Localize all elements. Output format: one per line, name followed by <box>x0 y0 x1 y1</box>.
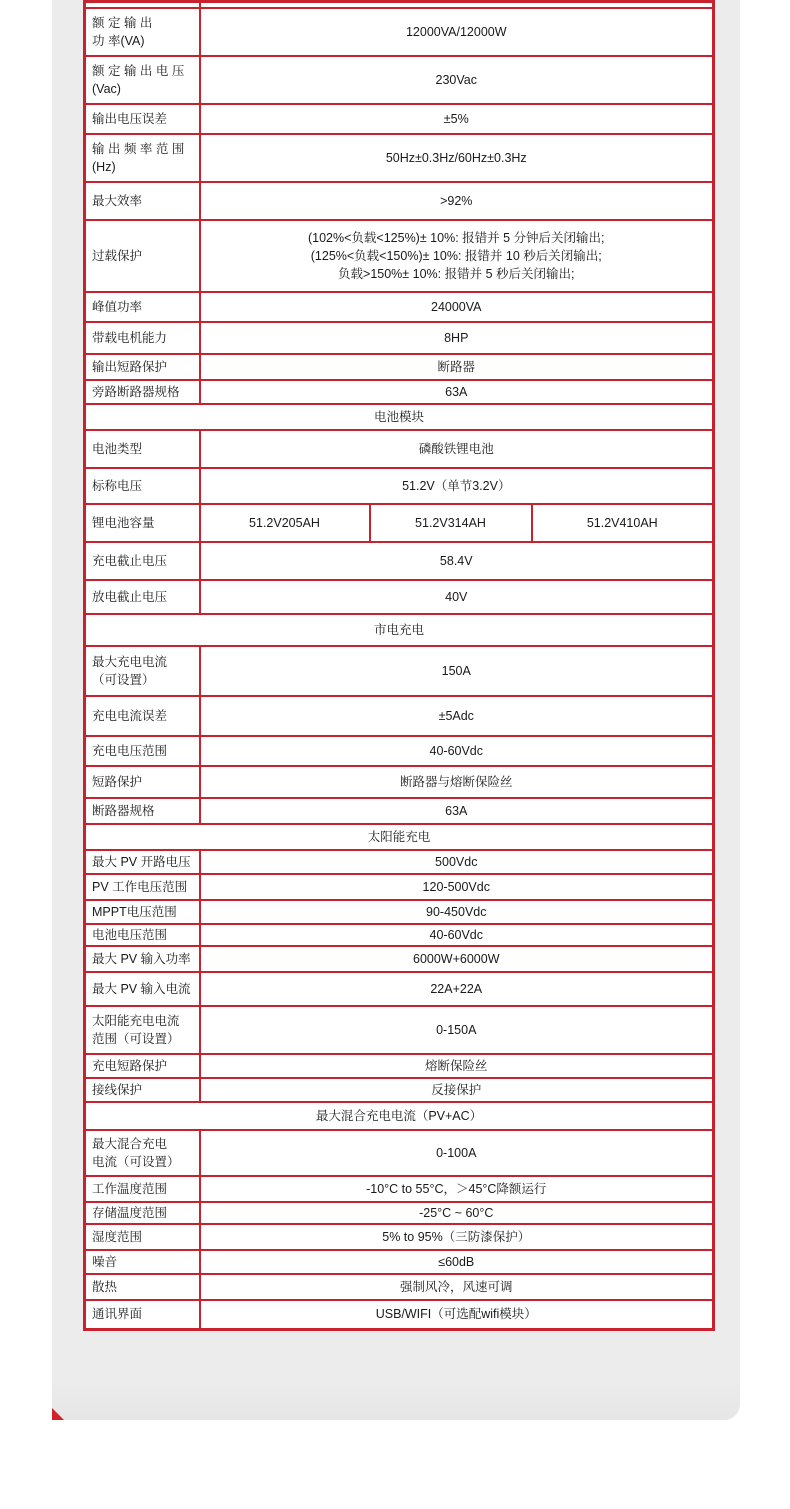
spec-label: MPPT电压范围 <box>85 900 200 924</box>
spec-label: 噪音 <box>85 1250 200 1274</box>
table-row <box>85 1274 714 1300</box>
spec-value: ±5Adc <box>200 696 714 736</box>
table-row <box>85 900 714 924</box>
corner-decoration <box>52 1408 64 1420</box>
spec-label: 最大混合充电 电流（可设置） <box>85 1130 200 1176</box>
table-row <box>85 292 714 322</box>
spec-value: 230Vac <box>200 56 714 104</box>
spec-label: 输 出 频 率 范 围 (Hz) <box>85 134 200 182</box>
spec-table <box>83 0 715 1331</box>
table-row <box>85 874 714 900</box>
table-row <box>85 134 714 182</box>
table-row <box>85 354 714 380</box>
table-row <box>85 696 714 736</box>
spec-label: 输出短路保护 <box>85 354 200 380</box>
table-row <box>85 56 714 104</box>
spec-label: 通讯界面 <box>85 1300 200 1330</box>
spec-label: 标称电压 <box>85 468 200 504</box>
spec-value: 12000VA/12000W <box>200 8 714 56</box>
table-row <box>85 1006 714 1054</box>
spec-label: 放电截止电压 <box>85 580 200 614</box>
spec-value: 51.2V205AH <box>200 504 370 542</box>
table-row <box>85 1054 714 1078</box>
spec-value: 22A+22A <box>200 972 714 1006</box>
spec-label: 过载保护 <box>85 220 200 292</box>
table-row <box>85 1202 714 1224</box>
spec-value: ±5% <box>200 104 714 134</box>
section-title: 电池模块 <box>85 404 714 430</box>
spec-value: 63A <box>200 798 714 824</box>
spec-value: ≤60dB <box>200 1250 714 1274</box>
table-row <box>85 924 714 946</box>
spec-value: 24000VA <box>200 292 714 322</box>
table-row <box>85 1300 714 1330</box>
table-row <box>85 1078 714 1102</box>
table-row <box>85 1176 714 1202</box>
panel-bottom <box>52 1380 740 1420</box>
spec-value: 断路器与熔断保险丝 <box>200 766 714 798</box>
spec-value: (102%<负载<125%)± 10%: 报错并 5 分钟后关闭输出; (125%<负载<150%)± 10%: 报错并 10 秒后关闭输出; 负载>150%± 10%: 报错并 5 秒后关闭输出; <box>200 220 714 292</box>
spec-value: -25°C ~ 60°C <box>200 1202 714 1224</box>
spec-label: 散热 <box>85 1274 200 1300</box>
section-row <box>85 404 714 430</box>
table-row <box>85 504 714 542</box>
spec-value: 40-60Vdc <box>200 924 714 946</box>
spec-value: 8HP <box>200 322 714 354</box>
spec-label: 充电电压范围 <box>85 736 200 766</box>
spec-label: 充电短路保护 <box>85 1054 200 1078</box>
section-title: 市电充电 <box>85 614 714 646</box>
spec-label: 存储温度范围 <box>85 1202 200 1224</box>
spec-label: 接线保护 <box>85 1078 200 1102</box>
spec-value: 150A <box>200 646 714 696</box>
spec-value: 63A <box>200 380 714 404</box>
spec-label: 电池类型 <box>85 430 200 468</box>
table-row <box>85 380 714 404</box>
spec-value: 50Hz±0.3Hz/60Hz±0.3Hz <box>200 134 714 182</box>
spec-value: 反接保护 <box>200 1078 714 1102</box>
spec-value: 58.4V <box>200 542 714 580</box>
spec-label: 输出电压误差 <box>85 104 200 134</box>
spec-value: 6000W+6000W <box>200 946 714 972</box>
table-row <box>85 646 714 696</box>
table-row <box>85 8 714 56</box>
table-row <box>85 1224 714 1250</box>
spec-label: 湿度范围 <box>85 1224 200 1250</box>
spec-label: 充电截止电压 <box>85 542 200 580</box>
section-row <box>85 1102 714 1130</box>
spec-label: 额 定 输 出 电 压 (Vac) <box>85 56 200 104</box>
spec-label: 额 定 输 出 功 率(VA) <box>85 8 200 56</box>
spec-value: USB/WIFI（可选配wifi模块） <box>200 1300 714 1330</box>
spec-label: 太阳能充电电流 范围（可设置） <box>85 1006 200 1054</box>
table-row <box>85 182 714 220</box>
table-row <box>85 736 714 766</box>
table-row <box>85 766 714 798</box>
table-row <box>85 542 714 580</box>
table-row <box>85 798 714 824</box>
table-row <box>85 580 714 614</box>
section-row <box>85 614 714 646</box>
spec-value: 51.2V314AH <box>370 504 532 542</box>
table-row <box>85 468 714 504</box>
table-row <box>85 972 714 1006</box>
spec-label: 最大 PV 输入功率 <box>85 946 200 972</box>
table-row <box>85 322 714 354</box>
spec-value: 51.2V410AH <box>532 504 714 542</box>
spec-value: 磷酸铁锂电池 <box>200 430 714 468</box>
spec-label: 旁路断路器规格 <box>85 380 200 404</box>
spec-value: 熔断保险丝 <box>200 1054 714 1078</box>
spec-label: 电池电压范围 <box>85 924 200 946</box>
section-title: 最大混合充电电流（PV+AC） <box>85 1102 714 1130</box>
spec-label: 工作温度范围 <box>85 1176 200 1202</box>
spec-value: -10°C to 55°C，＞45°C降额运行 <box>200 1176 714 1202</box>
spec-label: PV 工作电压范围 <box>85 874 200 900</box>
spec-value: 0-150A <box>200 1006 714 1054</box>
spec-value: 51.2V（单节3.2V） <box>200 468 714 504</box>
table-row <box>85 104 714 134</box>
spec-label: 带载电机能力 <box>85 322 200 354</box>
table-row <box>85 430 714 468</box>
spec-value: 40V <box>200 580 714 614</box>
spec-label: 最大效率 <box>85 182 200 220</box>
spec-value: 强制风冷，风速可调 <box>200 1274 714 1300</box>
spec-value: 0-100A <box>200 1130 714 1176</box>
table-row <box>85 946 714 972</box>
spec-label: 锂电池容量 <box>85 504 200 542</box>
table-row <box>85 1130 714 1176</box>
spec-label: 充电电流误差 <box>85 696 200 736</box>
spec-label: 最大 PV 开路电压 <box>85 850 200 874</box>
spec-value: 40-60Vdc <box>200 736 714 766</box>
spec-table-body <box>85 2 714 1330</box>
section-row <box>85 824 714 850</box>
spec-value: 500Vdc <box>200 850 714 874</box>
spec-value: 90-450Vdc <box>200 900 714 924</box>
spec-label: 最大 PV 输入电流 <box>85 972 200 1006</box>
spec-label: 断路器规格 <box>85 798 200 824</box>
spec-label: 最大充电电流 （可设置） <box>85 646 200 696</box>
section-title: 太阳能充电 <box>85 824 714 850</box>
spec-value: 120-500Vdc <box>200 874 714 900</box>
spec-value: >92% <box>200 182 714 220</box>
table-row <box>85 220 714 292</box>
spec-label: 短路保护 <box>85 766 200 798</box>
spec-value: 5% to 95%（三防漆保护） <box>200 1224 714 1250</box>
table-row <box>85 850 714 874</box>
spec-value: 断路器 <box>200 354 714 380</box>
spec-label: 峰值功率 <box>85 292 200 322</box>
table-row <box>85 1250 714 1274</box>
